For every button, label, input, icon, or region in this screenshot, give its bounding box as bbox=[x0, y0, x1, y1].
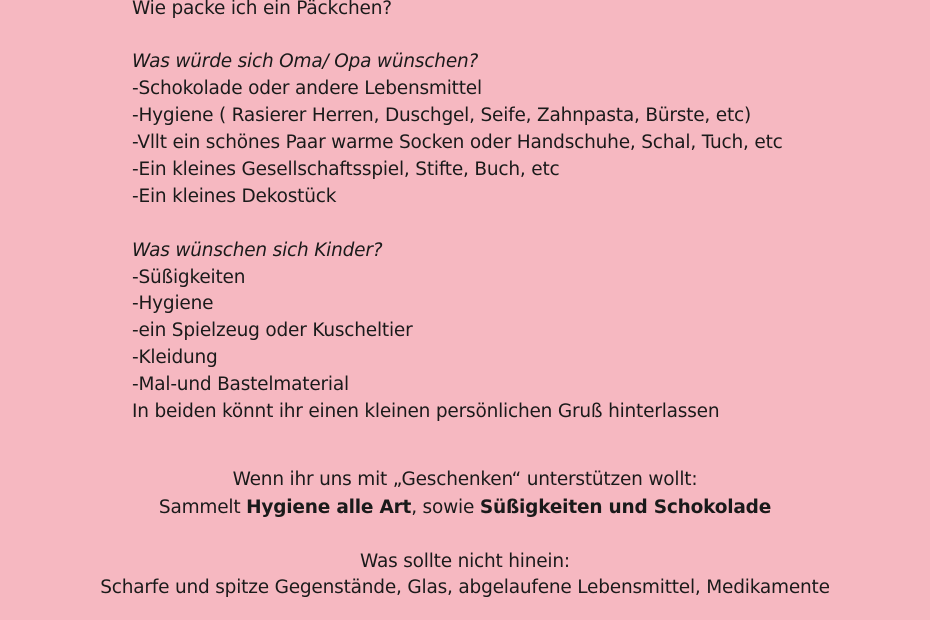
list-item: -Hygiene bbox=[132, 293, 214, 314]
support-highlight-hygiene: Hygiene alle Art bbox=[246, 497, 412, 518]
support-line-2 bbox=[0, 497, 930, 519]
support-line-1: Wenn ihr uns mit „Geschenken“ unterstützen wollt: bbox=[232, 469, 698, 490]
closing-note: In beiden könnt ihr einen kleinen persönlichen Gruß hinterlassen bbox=[132, 401, 720, 422]
grandparents-heading: Was würde sich Oma/ Opa wünschen? bbox=[132, 51, 479, 72]
list-item: -Süßigkeiten bbox=[132, 267, 246, 288]
list-item: -Ein kleines Gesellschaftsspiel, Stifte, Buch, etc bbox=[132, 159, 560, 180]
support-middle: , sowie bbox=[411, 497, 480, 518]
list-item: -Vllt ein schönes Paar warme Socken oder Handschuhe, Schal, Tuch, etc bbox=[132, 132, 783, 153]
intro-line: Wie packe ich ein Päckchen? bbox=[132, 0, 392, 19]
list-item: -Hygiene ( Rasierer Herren, Duschgel, Seife, Zahnpasta, Bürste, etc) bbox=[132, 105, 752, 126]
support-prefix: Sammelt bbox=[158, 497, 247, 518]
list-item: -ein Spielzeug oder Kuscheltier bbox=[132, 320, 413, 341]
list-item: -Schokolade oder andere Lebensmittel bbox=[132, 78, 482, 99]
support-highlight-sweets: Süßigkeiten und Schokolade bbox=[479, 497, 772, 518]
list-item: -Ein kleines Dekostück bbox=[132, 186, 337, 207]
list-item: -Kleidung bbox=[132, 347, 218, 368]
not-allowed-items: Scharfe und spitze Gegenstände, Glas, abgelaufene Lebensmittel, Medikamente bbox=[100, 577, 830, 598]
children-heading: Was wünschen sich Kinder? bbox=[132, 240, 383, 261]
list-item: -Mal-und Bastelmaterial bbox=[132, 374, 349, 395]
not-allowed-heading: Was sollte nicht hinein: bbox=[360, 551, 570, 572]
